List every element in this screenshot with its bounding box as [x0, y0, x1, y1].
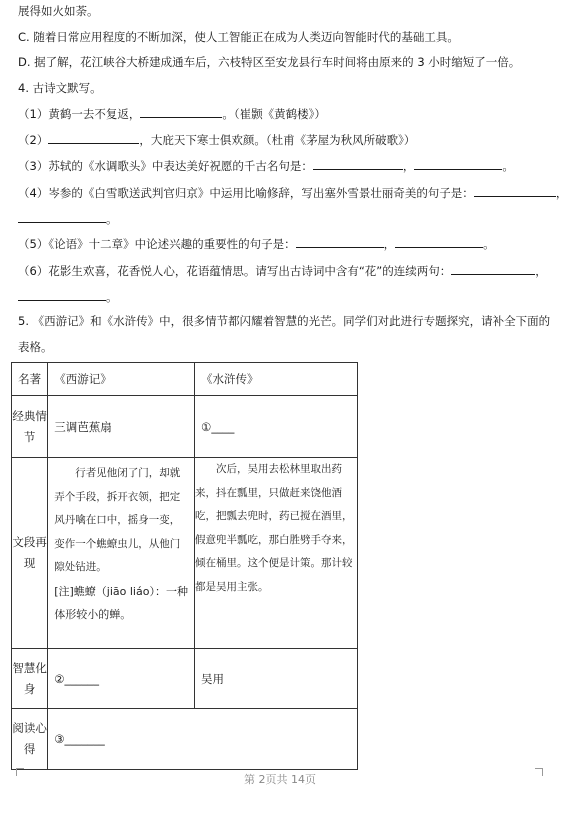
- table-cell: [48, 458, 195, 649]
- row-label: 智慧化身: [12, 649, 48, 709]
- q4-3-prefix: （3）苏轼的《水调歌头》中表达美好祝愿的千古名句是：: [18, 159, 313, 173]
- q4-item-3: [18, 157, 514, 174]
- q4-4-prefix: （4）岑参的《白雪歌送武判官归京》中运用比喻修辞，写出塞外雪景壮丽奇美的句子是：: [18, 186, 474, 200]
- header-cell: 《水浒传》: [195, 363, 358, 396]
- row-label: 文段再现: [12, 458, 48, 649]
- answer-blank[interactable]: [414, 157, 502, 170]
- q4-4-end: 。: [106, 212, 118, 226]
- q4-6-comma: ，: [535, 264, 547, 278]
- q4-item-4-cont: [18, 210, 118, 227]
- table-cell: 三调芭蕉扇: [48, 396, 195, 458]
- q4-item-4: [18, 184, 567, 201]
- answer-blank[interactable]: [474, 184, 556, 197]
- question-5-title: 5. 《西游记》和《水浒传》中，很多情节都闪耀着智慧的光芒。同学们对此进行专题探究，请补全下面的: [18, 314, 551, 328]
- page-footer: 第 2页共 14页: [244, 773, 316, 786]
- answer-blank[interactable]: [140, 105, 222, 118]
- answer-cell[interactable]: ③_______: [48, 709, 358, 770]
- row-label: 阅读心得: [12, 709, 48, 770]
- q4-item-6-cont: [18, 288, 118, 305]
- answer-cell[interactable]: ②______: [48, 649, 195, 709]
- table-row: [12, 363, 358, 396]
- text-line: 展得如火如荼。: [18, 4, 99, 18]
- q4-6-end: 。: [106, 290, 118, 304]
- q4-item-5: [18, 235, 495, 252]
- q4-item-2: [18, 131, 415, 148]
- row-label: 经典情节: [12, 396, 48, 458]
- answer-blank[interactable]: [395, 235, 483, 248]
- margin-corner-mark: [16, 768, 24, 776]
- annotation-note: [注]蟭蟟（jiāo liáo）：一种体形较小的蝉。: [54, 584, 188, 621]
- q4-2-prefix: （2）: [18, 133, 49, 147]
- table-row: [12, 458, 358, 649]
- header-cell: 《西游记》: [48, 363, 195, 396]
- margin-corner-mark: [535, 768, 543, 776]
- table-row: [12, 396, 358, 458]
- answer-blank[interactable]: [451, 262, 535, 275]
- q4-6-prefix: （6）花影生欢喜，花香悦人心，花语蕴情思。请写出古诗词中含有“花”的连续两句：: [18, 264, 452, 278]
- table-cell: 吴用: [195, 649, 358, 709]
- q4-1-prefix: （1）黄鹤一去不复返，: [18, 107, 141, 121]
- excerpt-xiyouji: 行者见他闭了门，却就弄个手段，拆开衣领，把定风丹噙在口中，摇身一变，变作一个蟭蟟虫儿，从他门隙处钻进。: [54, 467, 181, 573]
- table-row: [12, 709, 358, 770]
- q4-3-end: 。: [502, 159, 514, 173]
- q4-3-comma: ，: [402, 159, 415, 173]
- table-row: [12, 649, 358, 709]
- question-4-title: 4. 古诗文默写。: [18, 81, 102, 95]
- header-cell: 名著: [12, 363, 48, 396]
- q4-item-6: [18, 262, 547, 279]
- q4-5-end: 。: [483, 237, 495, 251]
- comparison-table: [11, 362, 358, 770]
- q4-5-prefix: （5）《论语》十二章》中论述兴趣的重要性的句子是：: [18, 237, 296, 251]
- q4-4-comma: ，: [555, 186, 567, 200]
- q4-item-1: [18, 105, 326, 122]
- question-5-title-cont: 表格。: [18, 340, 53, 354]
- answer-blank[interactable]: [18, 210, 106, 223]
- answer-cell[interactable]: ①____: [195, 396, 358, 458]
- option-c: C. 随着日常应用程度的不断加深，使人工智能正在成为人类迈向智能时代的基础工具。: [18, 30, 459, 44]
- q4-1-suffix: 。（崔颢《黄鹤楼》）: [222, 107, 326, 121]
- excerpt-shuihu: 次后，吴用去松林里取出药来，抖在瓢里，只做赶来饶他酒吃，把瓢去兜时，药已搅在酒里，假意兜半瓢吃，那白胜劈手夺来，倾在桶里。这个便是计策。那计较都是吴用主张。: [195, 458, 358, 649]
- answer-blank[interactable]: [296, 235, 384, 248]
- option-d: D. 据了解，花江峡谷大桥建成通车后，六枝特区至安龙县行车时间将由原来的 3 小时缩短了一倍。: [18, 55, 521, 69]
- answer-blank[interactable]: [48, 131, 139, 144]
- q4-2-suffix: ，大庇天下寒士俱欢颜。（杜甫《茅屋为秋风所破歌》）: [139, 133, 416, 147]
- q4-5-comma: ，: [383, 237, 396, 251]
- answer-blank[interactable]: [313, 157, 403, 170]
- answer-blank[interactable]: [18, 288, 106, 301]
